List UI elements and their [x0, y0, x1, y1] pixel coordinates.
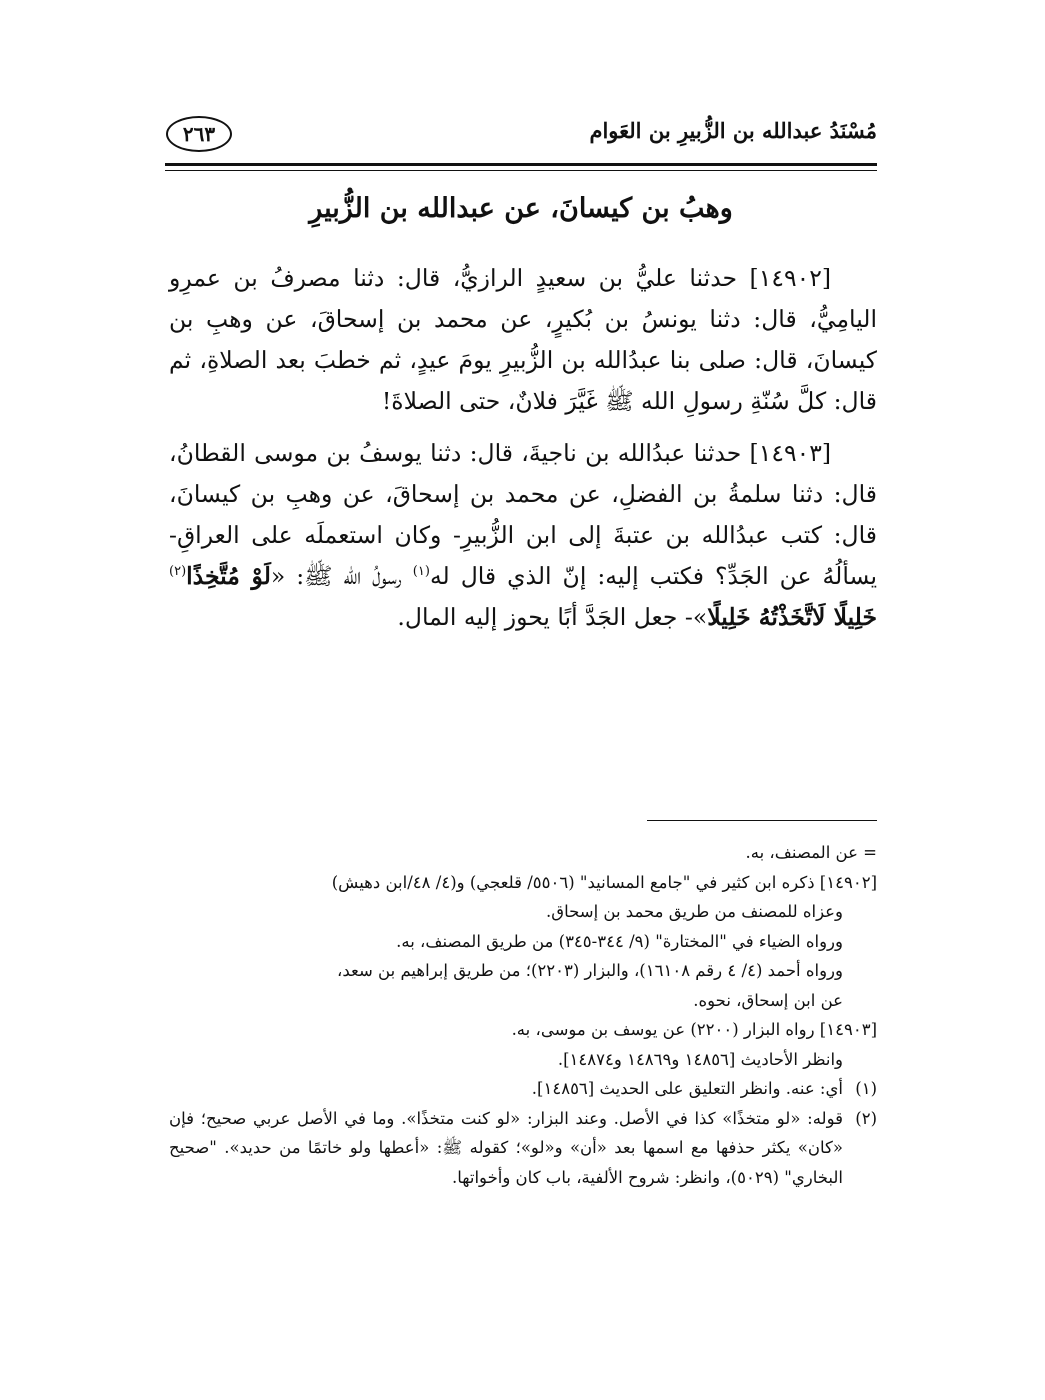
hadith-text: [١٤٩٠٣] حدثنا عبدُالله بن ناجيةَ، قال: دثنا يوسفُ بن موسى القطانُ، قال: دثنا سلمةُ بن الفضلِ، عن محمد بن إسحاقَ، عن وهبِ بن كيسانَ، قال: كتب عبدُالله بن عتبةَ إلى ابن الزُّبيرِ- وكان استعملَه على العراقِ- يسألُهُ عن الجَدِّ؟ فكتب إليه: إنّ الذي قال له — [169, 439, 877, 590]
hadith-paragraph: [١٤٩٠٢] حدثنا عليُّ بن سعيدٍ الرازيُّ، قال: دثنا مصرفُ بن عمرِو اليامِيُّ، قال: دثنا يونسُ بن بُكيرٍ، عن محمد بن إسحاقَ، عن وهبِ بن كيسانَ، قال: صلى بنا عبدُالله بن الزُّبيرِ يومَ عيدٍ، ثم خطبَ بعد الصلاةِ، ثم قال: كلَّ سُنّةِ رسولِ الله ﷺ غَيَّرَ فلانٌ، حتى الصلاةَ! — [169, 264, 877, 415]
page-number-badge — [166, 116, 232, 152]
footnote-item — [169, 1074, 877, 1104]
hadith-text: »- جعل الجَدَّ أبًا يحوز إليه المال. — [397, 603, 708, 631]
footnote-text: أي: عنه. وانظر التعليق على الحديث [١٤٨٥٦]. — [531, 1079, 843, 1098]
footnote-ref: (١) — [412, 564, 430, 580]
footnote-line: وانظر الأحاديث [١٤٨٥٦ و١٤٨٦٩ و١٤٨٧٤]. — [557, 1049, 843, 1069]
footnote-item — [169, 1104, 877, 1193]
footnote-line: ورواه الضياء في "المختارة" (٩/ ٣٤٤-٣٤٥) من طريق المصنف، به. — [396, 931, 843, 951]
section-title: وهبُ بن كيسانَ، عن عبدالله بن الزُّبيرِ — [309, 193, 733, 224]
page-number: ٢٦٣ — [182, 122, 216, 146]
header-rule-thick — [165, 163, 877, 166]
footnote-line: [١٤٩٠٢] ذكره ابن كثير في "جامع المسانيد" (٥٥٠٦/ قلعجي) و(٤/ ٤٨/ابن دهيش) — [331, 872, 877, 892]
footnote-ref: (٢) — [169, 564, 187, 580]
hadith-text: رسولُ الله ﷺ: « — [270, 562, 413, 590]
main-text — [169, 258, 877, 649]
footnote-separator — [647, 820, 877, 821]
footnote-number: (١) — [855, 1079, 877, 1098]
footnotes — [169, 838, 877, 1192]
running-header-title: مُسْنَدُ عبدالله بن الزُّبيرِ بن العَوام — [589, 118, 877, 143]
footnote-line: وعزاه للمصنف من طريق محمد بن إسحاق. — [546, 902, 843, 921]
footnote-line: ورواه أحمد (٤/ ٤ رقم ١٦١٠٨)، والبزار (٢٢٠٣)؛ من طريق إبراهيم بن سعد، — [337, 961, 843, 980]
footnote-line: = عن المصنف، به. — [745, 843, 877, 862]
hadith-paragraph — [169, 433, 877, 638]
footnote-line: [١٤٩٠٣] رواه البزار (٢٢٠٠) عن يوسف بن موسى، به. — [511, 1020, 877, 1039]
header-rule-thin — [165, 170, 877, 171]
footnote-text: قوله: «لو متخذًا» كذا في الأصل. وعند البزار: «لو كنت متخذًا». وما في الأصل عربي صحيح؛ فإن «كان» يكثر حذفها مع اسمها بعد «أن» و«لو»؛ كقوله ﷺ: «أعطها ولو خاتمًا من حديد». "صحيح البخاري" (٥٠٢٩)، وانظر: شروح الألفية، باب كان وأخواتها. — [169, 1108, 843, 1187]
prophetic-quote: خَلِيلًا لَاتَّخَذْتُهُ خَلِيلًا — [707, 603, 877, 631]
footnote-number: (٢) — [855, 1108, 877, 1128]
prophetic-quote: لَوْ مُتَّخِذًا — [186, 562, 271, 590]
footnote-line: عن ابن إسحاق، نحوه. — [693, 990, 843, 1010]
